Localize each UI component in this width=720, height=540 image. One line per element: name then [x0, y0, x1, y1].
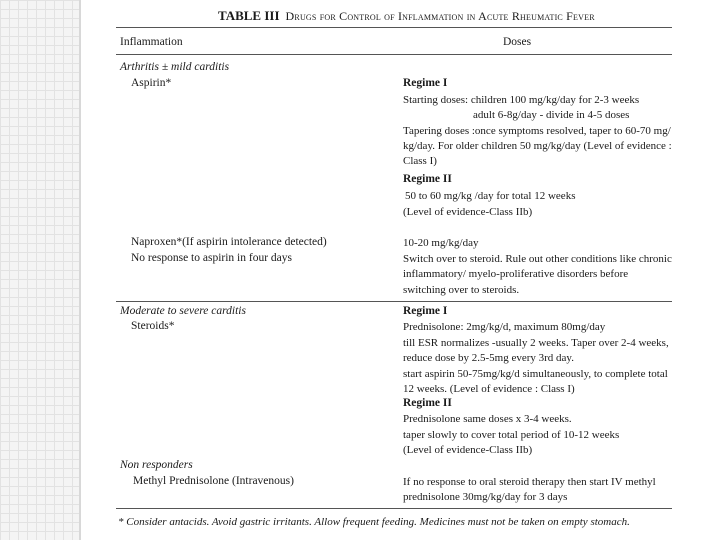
drug-naproxen: Naproxen*(If aspirin intolerance detected) [131, 236, 327, 248]
column-header-inflammation: Inflammation [120, 36, 183, 48]
header-bottom-rule [116, 54, 672, 55]
header-top-rule [116, 27, 672, 28]
table-bottom-rule [116, 508, 672, 509]
steroid-regime-1: Regime I [403, 305, 448, 317]
table-number: TABLE III [218, 8, 280, 23]
no-response-line-2: inflammatory/ myelo-proliferative disorders before [403, 268, 629, 280]
drug-steroids: Steroids* [131, 320, 175, 332]
sidebar-divider [79, 0, 81, 540]
no-response-aspirin: No response to aspirin in four days [131, 252, 292, 264]
naproxen-dose: 10-20 mg/kg/day [403, 237, 479, 249]
steroid-regime-1-line-5: 12 weeks. (Level of evidence : Class I) [403, 383, 575, 395]
steroid-regime-1-line-2: till ESR normalizes -usually 2 weeks. Taper over 2-4 weeks, [403, 337, 669, 349]
aspirin-regime-2-evidence: (Level of evidence-Class IIb) [403, 206, 533, 218]
section-heading-mild: Arthritis ± mild carditis [120, 61, 230, 73]
table-caption: Drugs for Control of Inflammation in Acute Rheumatic Fever [285, 9, 595, 23]
aspirin-regime-2-dose: 50 to 60 mg/kg /day for total 12 weeks [405, 190, 576, 202]
table-title [218, 8, 595, 24]
steroid-regime-1-line-4: start aspirin 50-75mg/kg/d simultaneously, to complete total [403, 368, 668, 380]
aspirin-regime-2: Regime II [403, 173, 452, 185]
footnote: * Consider antacids. Avoid gastric irritants. Allow frequent feeding. Medicines must not be taken on empty stomach. [118, 516, 630, 528]
section-heading-moderate: Moderate to severe carditis [120, 305, 246, 317]
no-response-line-3: switching over to steroids. [403, 284, 520, 296]
non-responder-line-2: prednisolone 30mg/kg/day for 3 days [403, 491, 568, 503]
aspirin-tapering-line-1: Tapering doses :once symptoms resolved, taper to 60-70 mg/ [403, 125, 671, 137]
steroid-regime-2: Regime II [403, 397, 452, 409]
decorative-grid-sidebar [0, 0, 80, 540]
drug-aspirin: Aspirin* [131, 77, 172, 89]
steroid-regime-2-line-1: Prednisolone same doses x 3-4 weeks. [403, 413, 572, 425]
steroid-regime-2-line-2: taper slowly to cover total period of 10-12 weeks [403, 429, 620, 441]
aspirin-regime-1: Regime I [403, 77, 448, 89]
steroid-regime-1-line-1: Prednisolone: 2mg/kg/d, maximum 80mg/day [403, 321, 606, 333]
section-heading-non-responders: Non responders [120, 459, 193, 471]
no-response-line-1: Switch over to steroid. Rule out other conditions like chronic [403, 253, 672, 265]
column-header-doses: Doses [503, 36, 532, 48]
steroid-regime-1-line-3: reduce dose by 2.5-5mg every 3rd day. [403, 352, 574, 364]
steroid-regime-2-line-3: (Level of evidence-Class IIb) [403, 444, 533, 456]
aspirin-starting-dose-adult: adult 6-8g/day - divide in 4-5 doses [473, 109, 630, 121]
drug-methyl-prednisolone: Methyl Prednisolone (Intravenous) [133, 475, 294, 487]
non-responder-line-1: If no response to oral steroid therapy then start IV methyl [403, 476, 656, 488]
aspirin-tapering-line-2: kg/day. For older children 50 mg/kg/day (Level of evidence : [403, 140, 672, 152]
section-divider-1 [116, 301, 672, 302]
aspirin-starting-dose-children: Starting doses: children 100 mg/kg/day for 2-3 weeks [403, 94, 640, 106]
aspirin-tapering-line-3: Class I) [403, 155, 437, 167]
